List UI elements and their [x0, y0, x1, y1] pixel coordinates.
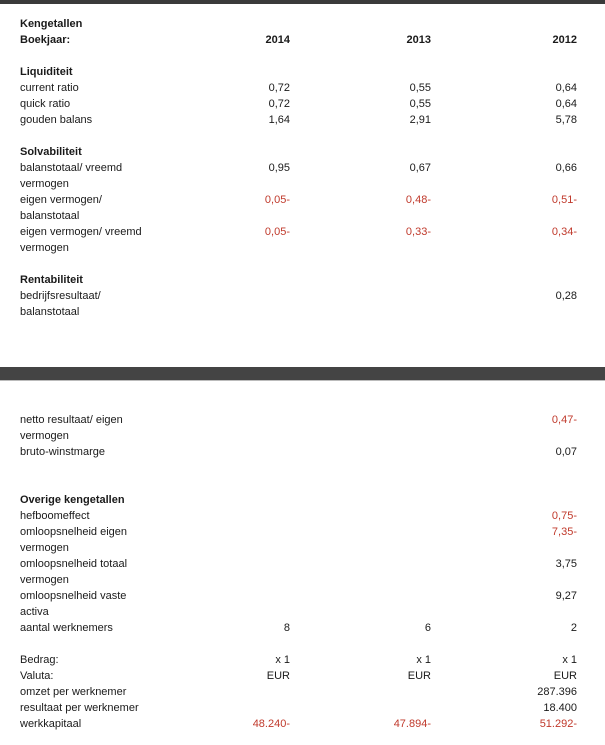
- table-row: quick ratio 0,72 0,55 0,64: [20, 98, 577, 110]
- table-row-continuation: vermogen: [20, 430, 69, 442]
- table-row: bedrijfsresultaat/ 0,28: [20, 290, 577, 302]
- year-2013: 2013: [406, 34, 431, 46]
- table-row: omloopsnelheid eigen 7,35-: [20, 526, 577, 538]
- table-row-continuation: balanstotaal: [20, 306, 80, 318]
- year-2012: 2012: [552, 34, 577, 46]
- report-page-1: [0, 4, 605, 367]
- table-row: gouden balans 1,64 2,91 5,78: [20, 114, 577, 126]
- table-row: current ratio 0,72 0,55 0,64: [20, 82, 577, 94]
- section-heading: Overige kengetallen: [20, 494, 125, 506]
- year-2014: 2014: [265, 34, 290, 46]
- table-title-row: [0, 16, 605, 32]
- table-row-continuation: vermogen: [20, 542, 69, 554]
- report-page-2: [0, 382, 605, 745]
- table-row: omloopsnelheid vaste 9,27: [20, 590, 577, 602]
- section-heading: Liquiditeit: [20, 66, 73, 78]
- table-row: eigen vermogen/ 0,05- 0,48- 0,51-: [20, 194, 577, 206]
- section-heading: Solvabiliteit: [20, 146, 82, 158]
- page-separator: [0, 367, 605, 381]
- table-row: hefboomeffect 0,75-: [20, 510, 577, 522]
- table-row-continuation: activa: [20, 606, 49, 618]
- table-row-continuation: vermogen: [20, 178, 69, 190]
- fiscal-year-header: [0, 32, 605, 48]
- table-row-continuation: vermogen: [20, 574, 69, 586]
- fiscal-year-label: Boekjaar:: [20, 34, 71, 46]
- table-row: resultaat per werknemer 18.400: [20, 702, 577, 714]
- table-row-continuation: balanstotaal: [20, 210, 80, 222]
- table-row: omzet per werknemer 287.396: [20, 686, 577, 698]
- table-title: Kengetallen: [20, 18, 83, 30]
- table-row: omloopsnelheid totaal 3,75: [20, 558, 577, 570]
- table-row-continuation: vermogen: [20, 242, 69, 254]
- table-row: eigen vermogen/ vreemd 0,05- 0,33- 0,34-: [20, 226, 577, 238]
- table-row: netto resultaat/ eigen 0,47-: [20, 414, 577, 426]
- section-heading: Rentabiliteit: [20, 274, 83, 286]
- table-row: Valuta: EUR EUR EUR: [20, 670, 577, 682]
- table-row: bruto-winstmarge 0,07: [20, 446, 577, 458]
- table-row: werkkapitaal 48.240- 47.894- 51.292-: [20, 718, 577, 730]
- table-row: aantal werknemers 8 6 2: [20, 622, 577, 634]
- table-row: Bedrag: x 1 x 1 x 1: [20, 654, 577, 666]
- table-row: balanstotaal/ vreemd 0,95 0,67 0,66: [20, 162, 577, 174]
